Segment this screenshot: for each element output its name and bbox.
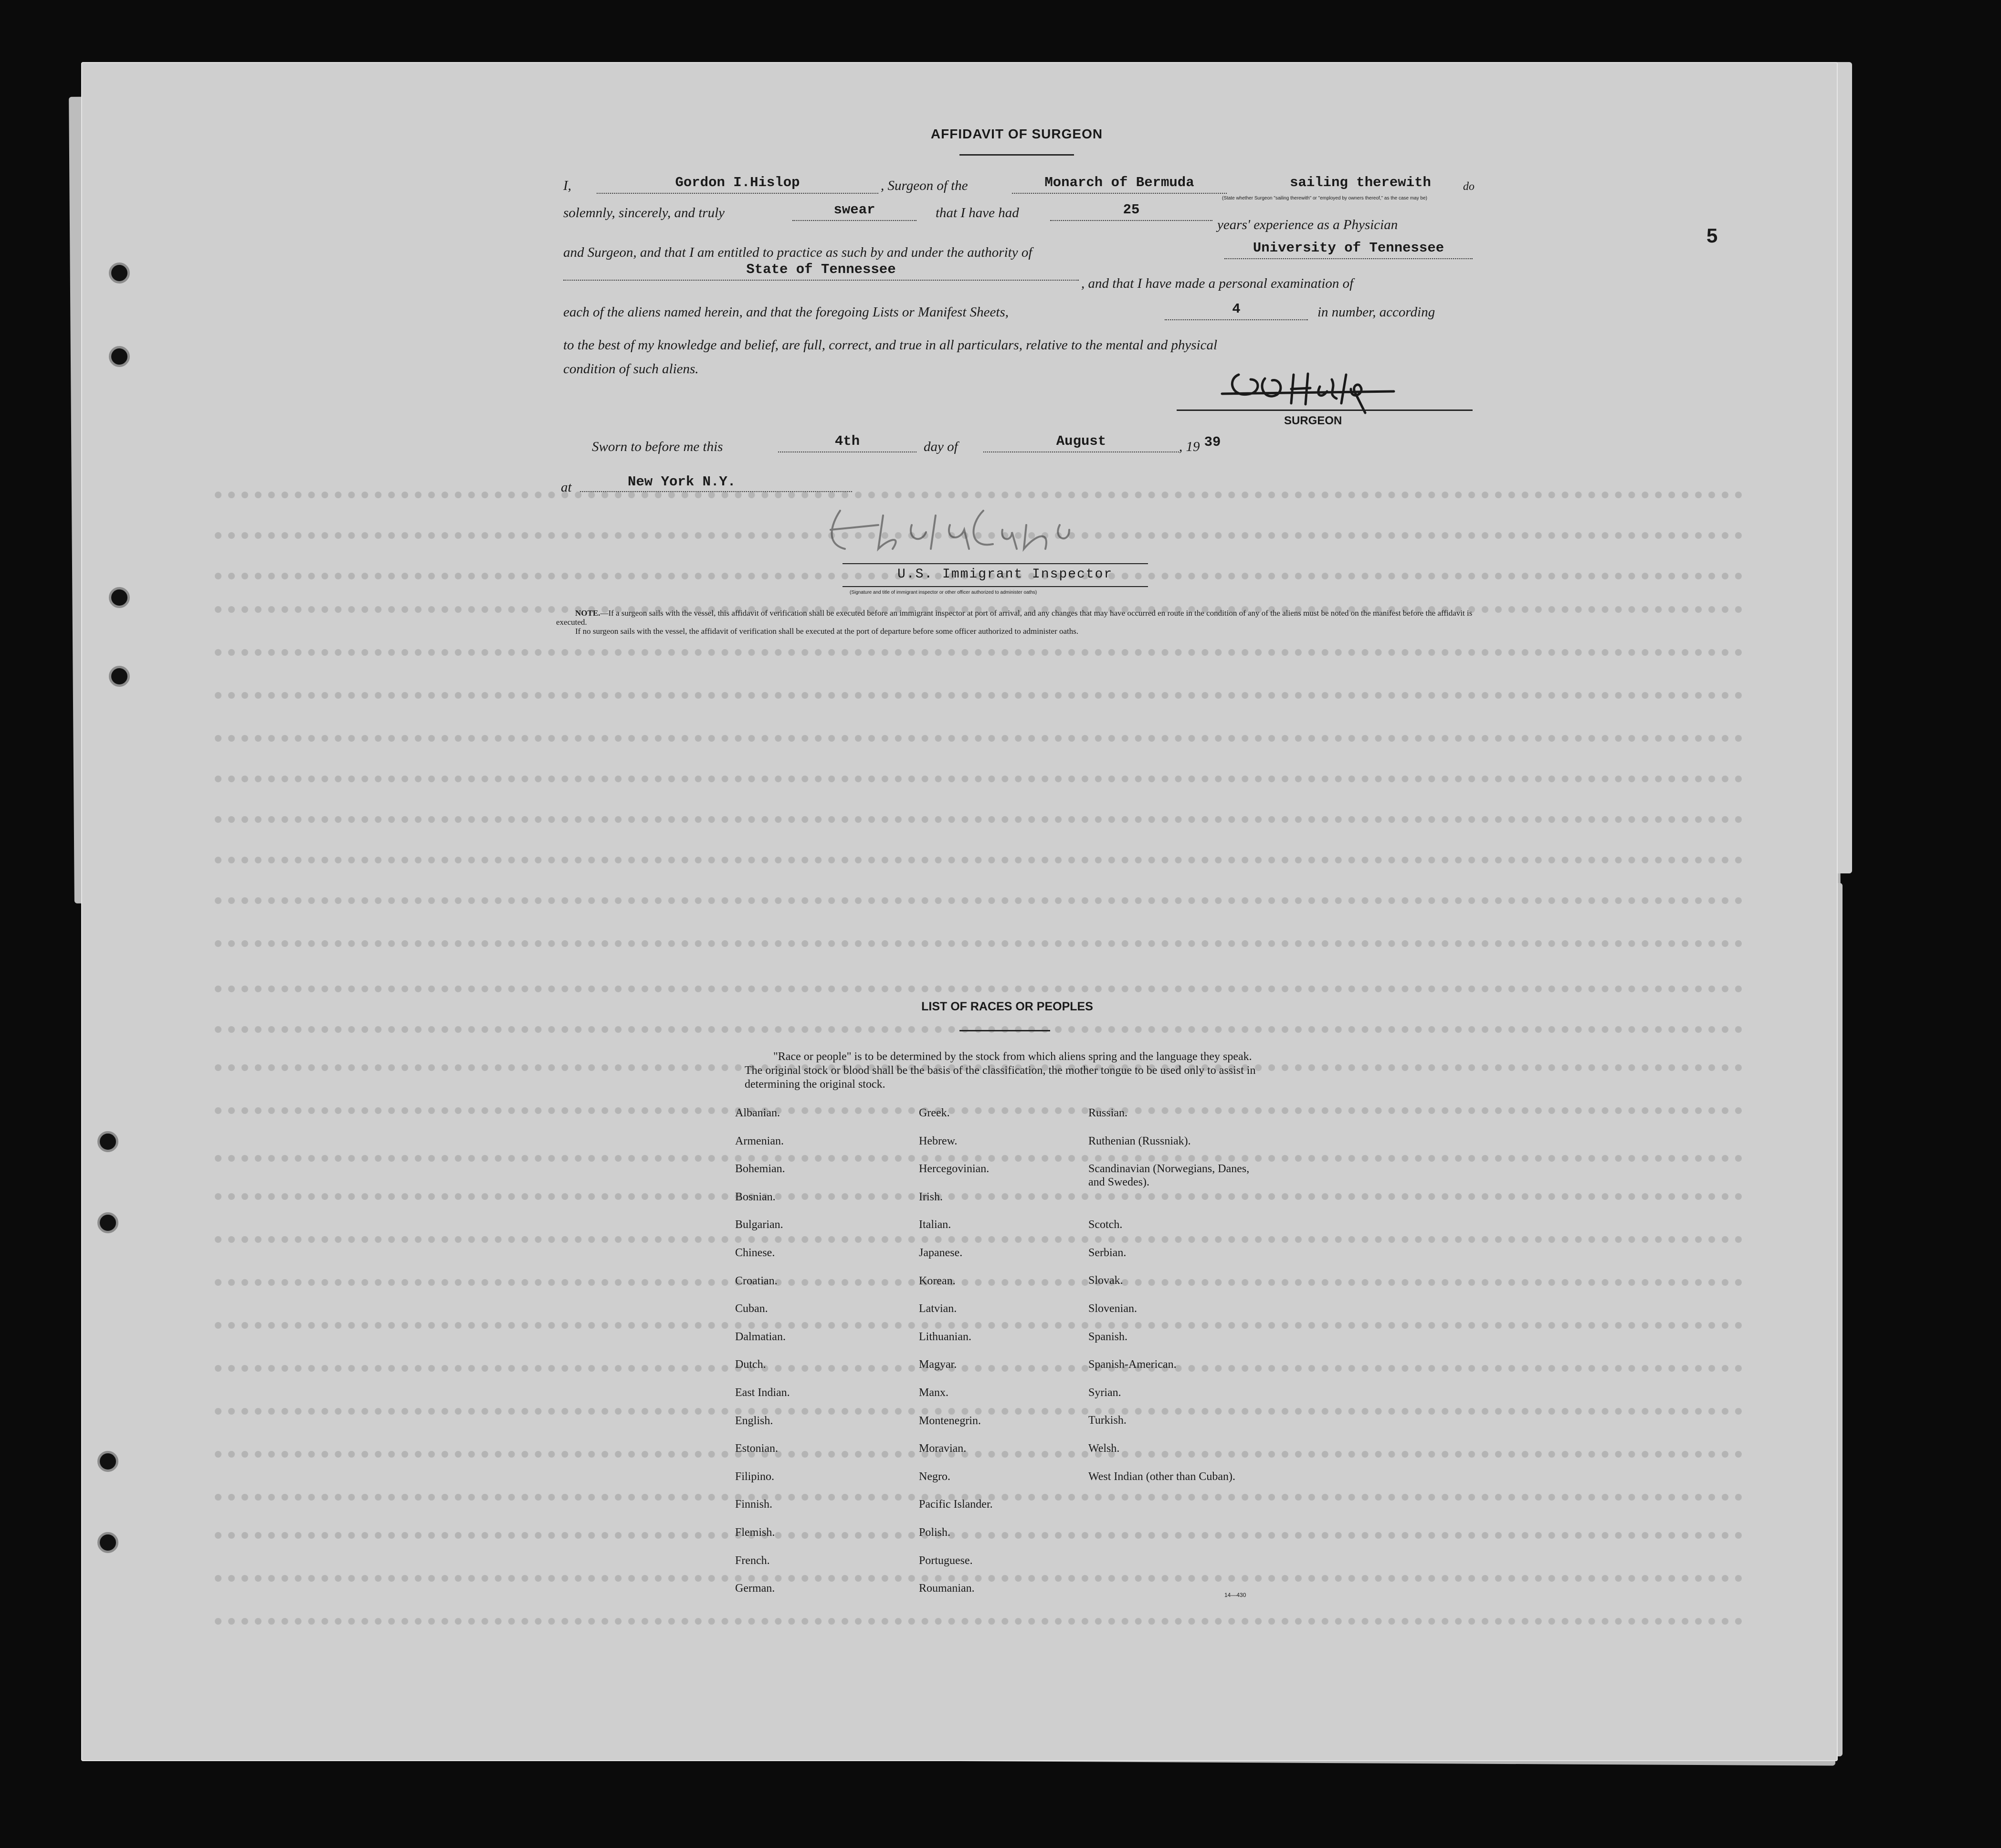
sailing-status-field: sailing therewith (1290, 175, 1431, 190)
race-item: Estonian. (735, 1442, 778, 1455)
line2-mid: that I have had (936, 205, 1019, 220)
races-title-underline (959, 1030, 1050, 1031)
note-text: —If a surgeon sails with the vessel, this affidavit of verification shall be executed before an immigrant inspector at port of arrival, and any changes that may have occurred en route in the condition of any of the aliens must be noted on the manifest before the affidavit is executed. (556, 609, 1473, 627)
sworn-place-field: New York N.Y. (580, 475, 852, 492)
race-item: Manx. (919, 1386, 948, 1399)
line5-suffix: in number, according (1317, 304, 1435, 320)
page-number: 5 (1706, 224, 1718, 247)
status-note: (State whether Surgeon "sailing therewith" or "employed by owners thereof," as the case may be) (1222, 196, 1427, 201)
race-item: Russian. (1088, 1107, 1128, 1119)
day-of-text: day of (924, 439, 958, 454)
race-item: Turkish. (1088, 1414, 1127, 1427)
sworn-year-field: 39 (1204, 434, 1221, 450)
race-item: Scotch. (1088, 1218, 1123, 1231)
race-item: Slovenian. (1088, 1302, 1137, 1315)
race-item: Cuban. (735, 1302, 768, 1315)
ship-name-field: Monarch of Bermuda (1012, 176, 1227, 194)
race-item: Latvian. (919, 1302, 957, 1315)
form-number: 14—430 (1224, 1592, 1246, 1598)
surgeon-signature-line (1177, 410, 1473, 411)
note-text-2: If no surgeon sails with the vessel, the affidavit of verification shall be executed at the port of departure before some officer authorized to administer oaths. (575, 627, 1079, 636)
race-item: Finnish. (735, 1498, 773, 1511)
inspector-signature-line (843, 563, 1148, 564)
race-item: Magyar. (919, 1358, 957, 1371)
inspector-note: (Signature and title of immigrant inspector or other officer authorized to administer oaths) (850, 590, 1037, 595)
race-item: Flemish. (735, 1526, 775, 1539)
surgeon-label: SURGEON (1284, 414, 1342, 427)
race-item: Bohemian. (735, 1163, 785, 1176)
line2-suffix: years' experience as a Physician (1217, 217, 1398, 232)
races-intro: "Race or people" is to be determined by the stock from which aliens spring and the language they speak. The original stock or blood shall be the basis of the classification, the mother tongue to be used only to assist in determining the original stock. (745, 1050, 1256, 1091)
race-item: Hercegovinian. (919, 1163, 990, 1176)
races-column-3 (1088, 1106, 1260, 1498)
races-column-2 (919, 1106, 993, 1610)
authority-field: University of Tennessee (1224, 241, 1473, 259)
sworn-day-field: 4th (778, 434, 916, 452)
sheet-count-field: 4 (1165, 302, 1308, 320)
race-item: French. (735, 1554, 770, 1567)
line3-text: and Surgeon, and that I am entitled to practice as such by and under the authority of (563, 245, 1032, 260)
race-item: Japanese. (919, 1246, 963, 1259)
note-label: NOTE. (575, 609, 600, 618)
race-item: Negro. (919, 1470, 950, 1483)
race-item: Pacific Islander. (919, 1498, 993, 1511)
line4-suffix: , and that I have made a personal examination of (1081, 276, 1354, 291)
race-item: Filipino. (735, 1470, 775, 1483)
race-item: Greek. (919, 1107, 950, 1119)
race-item: Dalmatian. (735, 1330, 786, 1343)
oath-field: swear (792, 203, 916, 221)
authority-line2-field: State of Tennessee (563, 262, 1079, 281)
line7-text: condition of such aliens. (563, 361, 699, 377)
at-text: at (561, 480, 572, 495)
race-item: Hebrew. (919, 1134, 958, 1147)
race-item: English. (735, 1414, 773, 1427)
inspector-title-line (843, 586, 1148, 587)
title-underline (959, 154, 1074, 156)
race-item: Lithuanian. (919, 1330, 971, 1343)
race-item: Spanish-American. (1088, 1358, 1177, 1371)
line2-prefix: solemnly, sincerely, and truly (563, 205, 725, 220)
race-item: West Indian (other than Cuban). (1088, 1470, 1235, 1483)
race-item: Polish. (919, 1526, 951, 1539)
inspector-signature (811, 496, 1079, 558)
race-item: Scandinavian (Norwegians, Danes, and Swedes). (1088, 1163, 1250, 1189)
surgeon-of-text: , Surgeon of the (881, 178, 968, 193)
surgeon-name-field: Gordon I.Hislop (597, 176, 878, 194)
inspector-title: U.S. Immigrant Inspector (897, 567, 1113, 582)
race-item: East Indian. (735, 1386, 790, 1399)
race-item: Spanish. (1088, 1330, 1128, 1343)
race-item: Italian. (919, 1218, 951, 1231)
years-field: 25 (1050, 203, 1212, 221)
race-item: Armenian. (735, 1134, 784, 1147)
race-item: Irish. (919, 1190, 943, 1203)
race-item: German. (735, 1582, 775, 1595)
race-item: Ruthenian (Russniak). (1088, 1134, 1191, 1147)
race-item: Syrian. (1088, 1386, 1121, 1399)
race-item: Welsh. (1088, 1442, 1120, 1455)
affidavit-title: AFFIDAVIT OF SURGEON (930, 126, 1103, 141)
line6-text: to the best of my knowledge and belief, are full, correct, and true in all particulars, relative to the mental and physical (563, 337, 1218, 353)
affidavit-note (556, 609, 1473, 636)
race-item: Dutch. (735, 1358, 766, 1371)
race-item: Croatian. (735, 1274, 778, 1287)
race-item: Moravian. (919, 1442, 967, 1455)
race-item: Korean. (919, 1274, 956, 1287)
race-item: Bulgarian. (735, 1218, 783, 1231)
races-title: LIST OF RACES OR PEOPLES (921, 1000, 1093, 1013)
do-text: do (1463, 180, 1474, 193)
line5-prefix: each of the aliens named herein, and that the foregoing Lists or Manifest Sheets, (563, 304, 1009, 320)
race-item: Serbian. (1088, 1246, 1127, 1259)
sworn-month-field: August (983, 434, 1179, 452)
race-item: Roumanian. (919, 1582, 975, 1595)
races-column-1 (735, 1106, 790, 1610)
race-item: Bosnian. (735, 1190, 776, 1203)
race-item: Slovak. (1088, 1274, 1123, 1287)
sworn-prefix: Sworn to before me this (592, 439, 723, 454)
race-item: Albanian. (735, 1107, 780, 1119)
year-prefix: , 19 (1179, 439, 1200, 454)
race-item: Portuguese. (919, 1554, 973, 1567)
i-prefix: I, (563, 178, 571, 193)
race-item: Chinese. (735, 1246, 775, 1259)
race-item: Montenegrin. (919, 1414, 981, 1427)
